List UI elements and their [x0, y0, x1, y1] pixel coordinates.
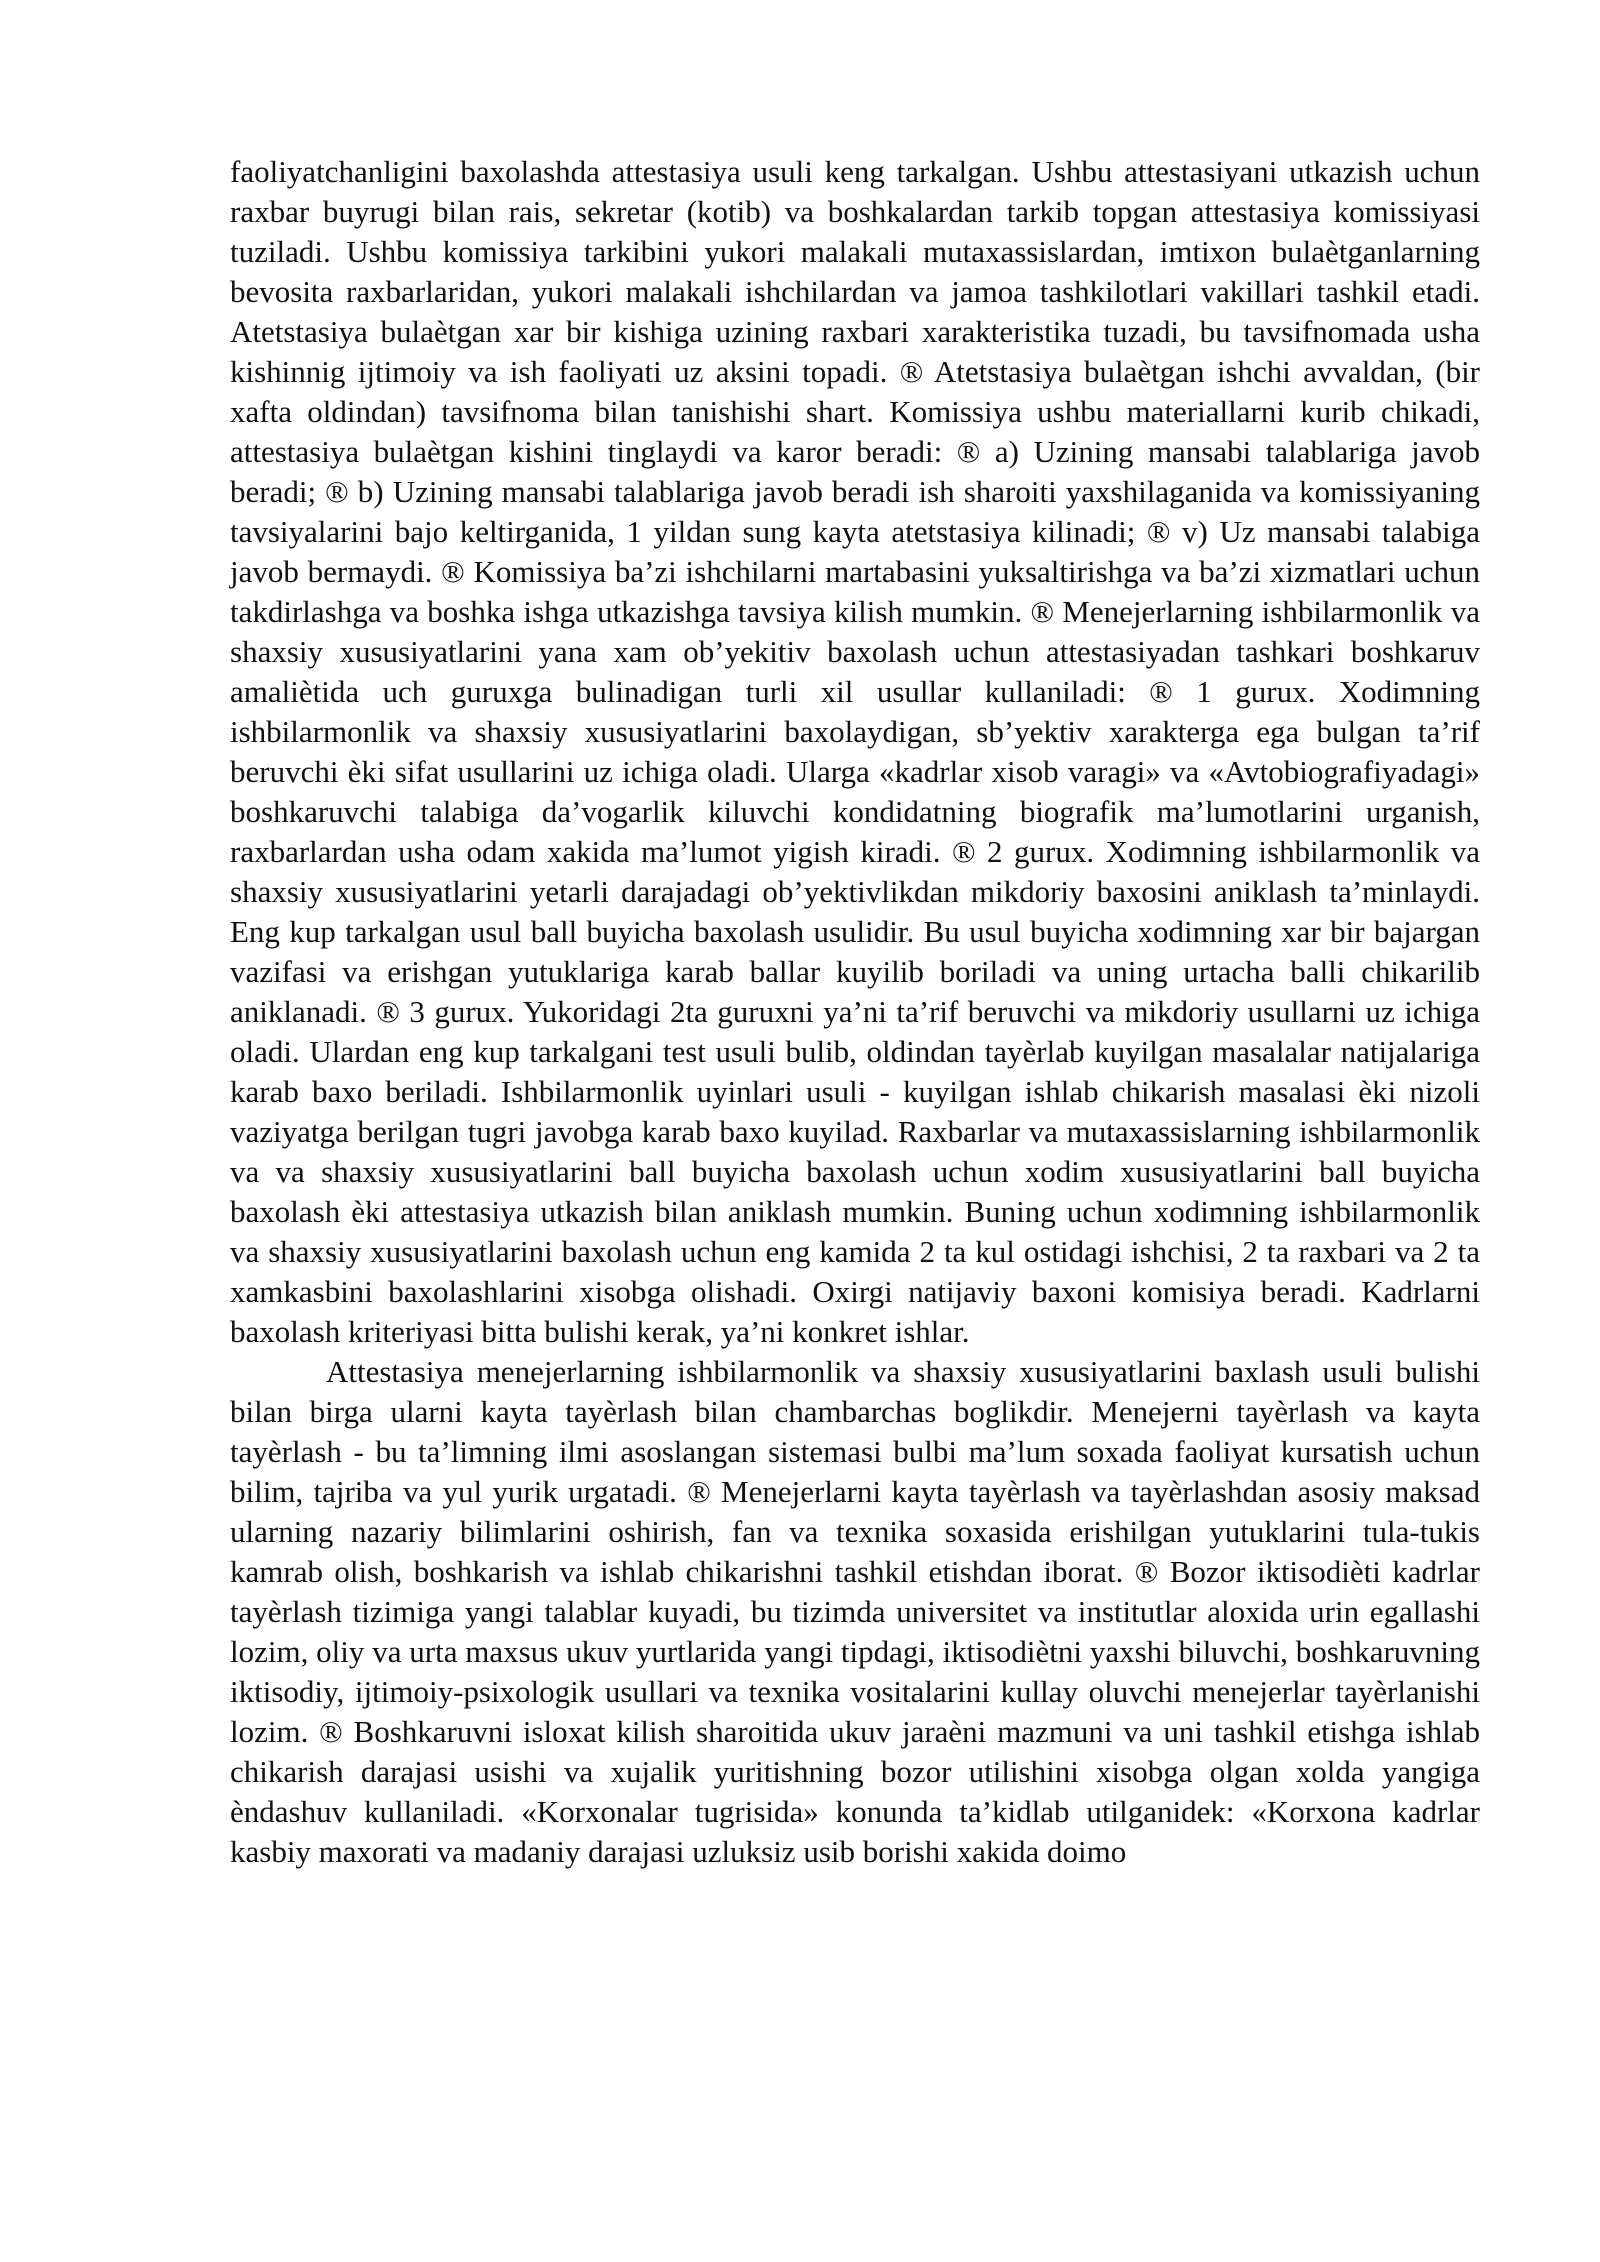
paragraph-attestation-methods: faoliyatchanligini baxolashda attestasiya usuli keng tarkalgan. Ushbu attestasiyani utkazish uchun raxbar buyrugi bilan rais, sekretar (kotib) va boshkalardan tarkib topgan attestasiya komissiyasi tuziladi. Ushbu komissiya tarkibini yukori malakali mutaxassislardan, imtixon bulaètganlarning bevosita raxbarlaridan, yukori malakali ishchilardan va jamoa tashkilotlari vakillari tashkil etadi. Atetstasiya bulaètgan xar bir kishiga uzining raxbari xarakteristika tuzadi, bu tavsifnomada usha kishinnig ijtimoiy va ish faoliyati uz aksini topadi. ® Atetstasiya bulaètgan ishchi avvaldan, (bir xafta oldindan) tavsifnoma bilan tanishishi shart. Komissiya ushbu materiallarni kurib chikadi, attestasiya bulaètgan kishini tinglaydi va karor beradi: ® a) Uzining mansabi talablariga javob beradi; ® b) Uzining mansabi talablariga javob beradi ish sharoiti yaxshilaganida va komissiyaning tavsiyalarini bajo keltirganida, 1 yildan sung kayta atetstasiya kilinadi; ® v) Uz mansabi talabiga javob bermaydi. ® Komissiya ba’zi ishchilarni martabasini yuksaltirishga va ba’zi xizmatlari uchun takdirlashga va boshka ishga utkazishga tavsiya kilish mumkin. ® Menejerlarning ishbilarmonlik va shaxsiy xususiyatlarini yana xam ob’yekitiv baxolash uchun attestasiyadan tashkari boshkaruv amaliètida uch guruxga bulinadigan turli xil usullar kullaniladi: ® 1 gurux. Xodimning ishbilarmonlik va shaxsiy xususiyatlarini baxolaydigan, sb’yektiv xarakterga ega bulgan ta’rif beruvchi èki sifat usullarini uz ichiga oladi. Ularga «kadrlar xisob varagi» va «Avtobiografiyadagi» boshkaruvchi talabiga da’vogarlik kiluvchi kondidatning biografik ma’lumotlarini urganish, raxbarlardan usha odam xakida ma’lumot yigish kiradi. ® 2 gurux. Xodimning ishbilarmonlik va shaxsiy xususiyatlarini yetarli darajadagi ob’yektivlikdan mikdoriy baxosini aniklash ta’minlaydi. Eng kup tarkalgan usul ball buyicha baxolash usulidir. Bu usul buyicha xodimning xar bir bajargan vazifasi va erishgan yutuklariga karab ballar kuyilib boriladi va uning urtacha balli chikarilib aniklanadi. ® 3 gurux. Yukoridagi 2ta guruxni ya’ni ta’rif beruvchi va mikdoriy usullarni uz ichiga oladi. Ulardan eng kup tarkalgani test usuli bulib, oldindan tayèrlab kuyilgan masalalar natijalariga karab baxo beriladi. Ishbilarmonlik uyinlari usuli - kuyilgan ishlab chikarish masalasi èki nizoli vaziyatga berilgan tugri javobga karab baxo kuyilad. Raxbarlar va mutaxassislarning ishbilarmonlik va va shaxsiy xususiyatlarini ball buyicha baxolash uchun xodim xususiyatlarini ball buyicha baxolash èki attestasiya utkazish bilan aniklash mumkin. Buning uchun xodimning ishbilarmonlik va shaxsiy xususiyatlarini baxolash uchun eng kamida 2 ta kul ostidagi ishchisi, 2 ta raxbari va 2 ta xamkasbini baxolashlarini xisobga olishadi. Oxirgi natijaviy baxoni komisiya beradi. Kadrlarni baxolash kriteriyasi bitta bulishi kerak, ya’ni konkret ishlar.: [230, 154, 1480, 1349]
document-page: [230, 152, 1480, 1872]
paragraph-manager-training: Attestasiya menejerlarning ishbilarmonlik va shaxsiy xususiyatlarini baxlash usuli bulishi bilan birga ularni kayta tayèrlash bilan chambarchas boglikdir. Menejerni tayèrlash va kayta tayèrlash - bu ta’limning ilmi asoslangan sistemasi bulbi ma’lum soxada faoliyat kursatish uchun bilim, tajriba va yul yurik urgatadi. ® Menejerlarni kayta tayèrlash va tayèrlashdan asosiy maksad ularning nazariy bilimlarini oshirish, fan va texnika soxasida erishilgan yutuklarini tula-tukis kamrab olish, boshkarish va ishlab chikarishni tashkil etishdan iborat. ® Bozor iktisodièti kadrlar tayèrlash tizimiga yangi talablar kuyadi, bu tizimda universitet va institutlar aloxida urin egallashi lozim, oliy va urta maxsus ukuv yurtlarida yangi tipdagi, iktisodiètni yaxshi biluvchi, boshkaruvning iktisodiy, ijtimoiy-psixologik usullari va texnika vositalarini kullay oluvchi menejerlar tayèrlanishi lozim. ® Boshkaruvni isloxat kilish sharoitida ukuv jaraèni mazmuni va uni tashkil etishga ishlab chikarish darajasi usishi va xujalik yuritishning bozor utilishini xisobga olgan xolda yangiga èndashuv kullaniladi. «Korxonalar tugrisida» konunda ta’kidlab utilganidek: «Korxona kadrlar kasbiy maxorati va madaniy darajasi uzluksiz usib borishi xakida doimo: [230, 1354, 1480, 1869]
